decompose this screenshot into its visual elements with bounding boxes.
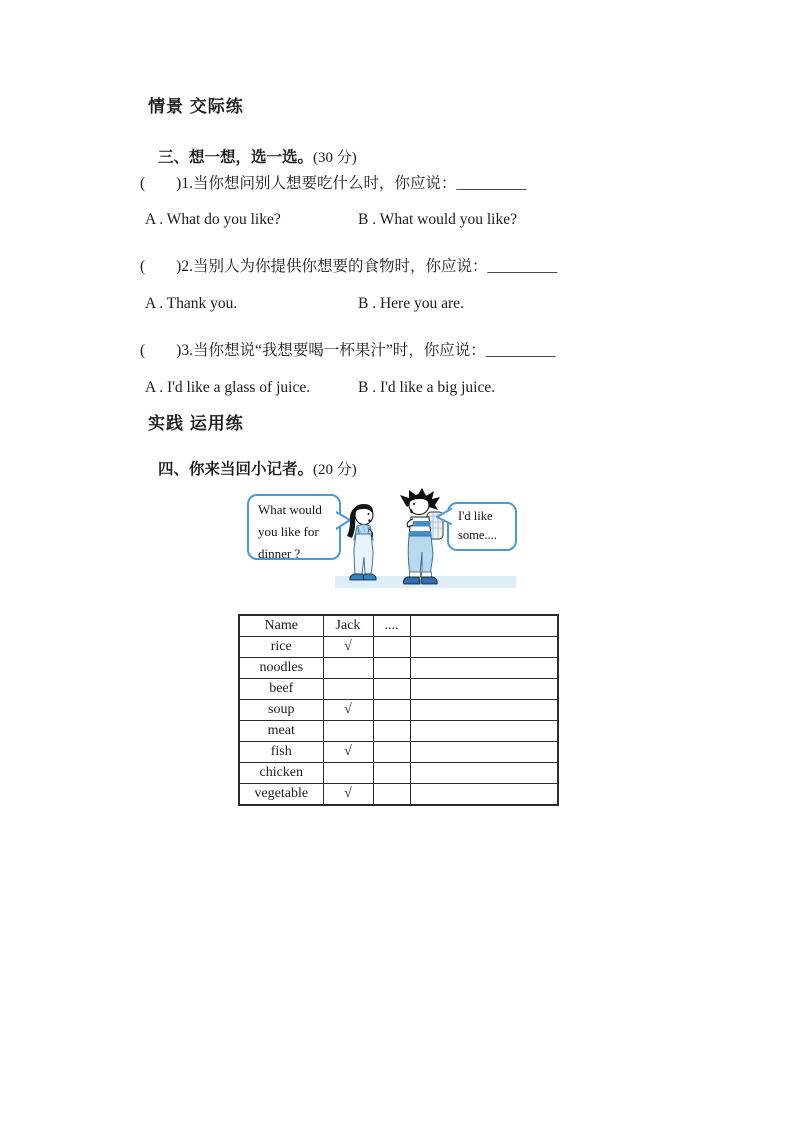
cell-empty xyxy=(410,721,558,742)
table-row-chicken xyxy=(239,763,558,784)
cell-empty xyxy=(373,784,410,806)
cell-check: √ xyxy=(323,742,373,763)
cell-empty xyxy=(373,721,410,742)
cell-check xyxy=(323,721,373,742)
cell-food: fish xyxy=(239,742,323,763)
cell-food: noodles xyxy=(239,658,323,679)
cell-empty xyxy=(373,658,410,679)
dialog-illustration xyxy=(245,484,517,590)
cell-check: √ xyxy=(323,784,373,806)
table-row-beef xyxy=(239,679,558,700)
cell-empty xyxy=(373,679,410,700)
cell-empty xyxy=(410,763,558,784)
cell-check xyxy=(323,658,373,679)
cell-empty xyxy=(373,637,410,658)
question-2-option-a: A . Thank you. xyxy=(145,295,238,312)
cell-empty xyxy=(410,700,558,721)
cell-empty xyxy=(410,742,558,763)
question-3-option-b: B . I'd like a big juice. xyxy=(358,379,496,396)
cell-empty xyxy=(410,637,558,658)
survey-header-name: Name xyxy=(239,615,323,637)
section-four-title-text: 四、你来当回小记者。 xyxy=(158,461,314,478)
survey-header-dots: .... xyxy=(373,615,410,637)
table-row-fish xyxy=(239,742,558,763)
survey-header-jack: Jack xyxy=(323,615,373,637)
question-3-options xyxy=(0,379,793,399)
cell-empty xyxy=(373,700,410,721)
cell-check: √ xyxy=(323,637,373,658)
boy-speech-bubble xyxy=(447,502,517,551)
cell-check xyxy=(323,763,373,784)
section-three-title-text: 三、想一想，选一选。 xyxy=(158,149,314,166)
boy-bubble-tail-icon xyxy=(436,508,452,526)
question-1-option-a: A . What do you like? xyxy=(145,211,281,228)
survey-header-empty xyxy=(410,615,558,637)
cell-empty xyxy=(410,679,558,700)
cell-food: rice xyxy=(239,637,323,658)
cell-food: soup xyxy=(239,700,323,721)
cell-empty xyxy=(410,658,558,679)
question-1-option-b: B . What would you like? xyxy=(358,211,517,228)
section-four-score: (20 分) xyxy=(313,462,357,478)
section-three-score: (30 分) xyxy=(313,150,357,166)
section-header-practice: 实践 运用练 xyxy=(148,414,244,433)
boy-bubble-line1: I'd like xyxy=(458,509,493,523)
question-2-stem: ( )2.当别人为你提供你想要的食物时，你应说：_________ xyxy=(140,258,558,275)
question-2-options xyxy=(0,295,793,315)
cell-empty xyxy=(373,742,410,763)
cell-food: meat xyxy=(239,721,323,742)
girl-illustration xyxy=(341,500,383,588)
table-row-noodles xyxy=(239,658,558,679)
girl-speech-bubble xyxy=(247,494,341,560)
survey-table xyxy=(238,614,559,806)
table-row-soup xyxy=(239,700,558,721)
cell-check: √ xyxy=(323,700,373,721)
survey-table-header-row xyxy=(239,615,558,637)
girl-bubble-line3: dinner ? xyxy=(258,546,301,561)
table-row-vegetable xyxy=(239,784,558,806)
question-3-option-a: A . I'd like a glass of juice. xyxy=(145,379,311,396)
question-2-option-b: B . Here you are. xyxy=(358,295,464,312)
girl-bubble-line1: What would xyxy=(258,502,322,517)
cell-empty xyxy=(410,784,558,806)
table-row-rice xyxy=(239,637,558,658)
cell-food: beef xyxy=(239,679,323,700)
question-3-stem: ( )3.当你想说“我想要喝一杯果汁”时，你应说：_________ xyxy=(140,342,556,359)
boy-illustration xyxy=(393,488,451,590)
question-1-options xyxy=(0,211,793,231)
cell-food: vegetable xyxy=(239,784,323,806)
cell-empty xyxy=(373,763,410,784)
boy-bubble-line2: some.... xyxy=(458,528,497,542)
table-row-meat xyxy=(239,721,558,742)
girl-bubble-line2: you like for xyxy=(258,524,319,539)
section-header-dialog: 情景 交际练 xyxy=(148,97,244,116)
cell-check xyxy=(323,679,373,700)
question-1-stem: ( )1.当你想问别人想要吃什么时，你应说：_________ xyxy=(140,175,527,192)
cell-food: chicken xyxy=(239,763,323,784)
